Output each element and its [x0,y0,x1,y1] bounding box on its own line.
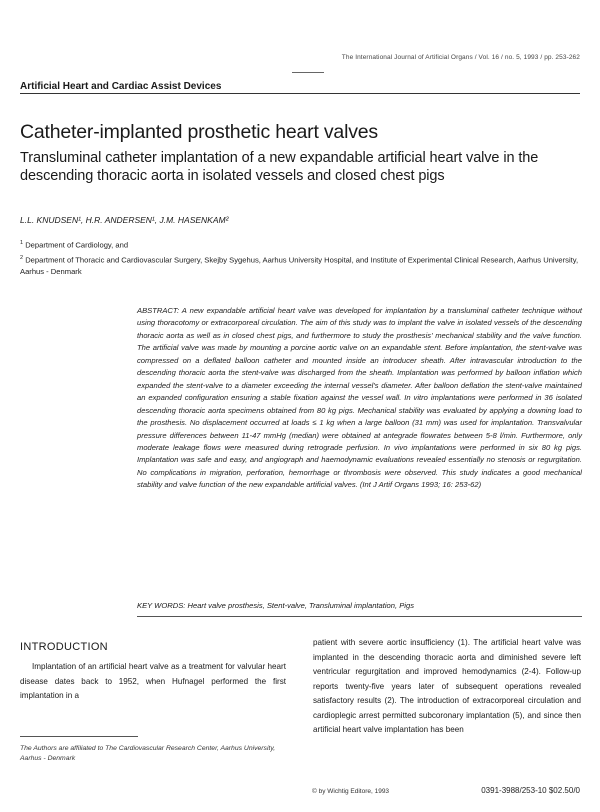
author-list: L.L. KNUDSEN¹, H.R. ANDERSEN¹, J.M. HASENKAM² [20,215,229,225]
journal-reference: The International Journal of Artificial Organs / Vol. 16 / no. 5, 1993 / pp. 253-262 [341,54,580,61]
introduction-right-column: patient with severe aortic insufficiency (1). The artificial heart valve was implanted in the descending thoracic aorta and diminished severe left ventricular regurgitation and improved hemodynamics (2-4). Follow-up reports twenty-five years later of subsequent operations revealed satisfactory results (2). The introduction of extracorporeal circulation and cardioplegic arrest permitted subcoronary implantation (5), and since then artificial heart valve implantation has been [313,638,581,734]
affiliation-1-text: Department of Cardiology, and [25,240,129,250]
affiliation-2-number: 2 [20,255,24,261]
keywords-rule [137,616,582,617]
affiliation-1-number: 1 [20,240,24,246]
article-subtitle: Transluminal catheter implantation of a new expandable artificial heart valve in the descending thoracic aorta in isolated vessels and closed chest pigs [20,150,539,184]
copyright: © by Wichtig Editore, 1993 [312,788,390,795]
affiliation-2-text: Department of Thoracic and Cardiovascular Surgery, Skejby Sygehus, Aarhus University Hospital, and Institute of Experimental Clinical Research, Aarhus University, Aarhus - Denmark [20,255,579,277]
introduction-left-column: Implantation of an artificial heart valve as a treatment for valvular heart disease dates back to 1952, when Hufnagel performed the first implantation in a [20,662,286,700]
keywords: KEY WORDS: Heart valve prosthesis, Stent-valve, Transluminal implantation, Pigs [137,601,414,610]
section-label: Artificial Heart and Cardiac Assist Devices [20,81,222,92]
footnote-rule [20,736,138,737]
affiliation-2 [20,253,582,278]
introduction-heading: INTRODUCTION [20,641,108,653]
header-rule [20,93,580,94]
issn-code: 0391-3988/253-10 $02.50/0 [481,786,580,795]
header-mini-rule [292,72,324,73]
author-footnote: The Authors are affiliated to The Cardiovascular Research Center, Aarhus University, Aarhus - Denmark [20,745,276,762]
article-title: Catheter-implanted prosthetic heart valves [20,121,378,143]
abstract: ABSTRACT: A new expandable artificial heart valve was developed for implantation by a transluminal catheter technique without using thoracotomy or extracorporeal circulation. The aim of this study was to implant the valve in isolated vessels of the descending thoracic aorta as well as in closed chest pigs, and furthermore to study the prosthesis' mechanical stability and the valve function. The artificial valve was made by mounting a porcine aortic valve on an expandable stent. Before implantation, the stent-valve was compressed on a deflated balloon catheter and mounted inside an introducer sheath. After intravascular introduction to the descending thoracic aorta the stent-valve was discharged from the sheath. Implantation was performed by balloon inflation which expanded the stent-valve to a diameter exceeding the internal vessel's diameter. After balloon deflation the stent-valve maintained an expanded configuration ensuring a stable fixation against the vessel wall. In vitro implantations were performed in 36 isolated descending thoracic aorta specimens obtained from 80 kg pigs. Mechanical stability was evaluated by applying a downing load to the prosthesis. No displacement occurred at loads ≤ 1 kg when a large balloon (31 mm) was used for implantation. Transvalvular pressure differences between 11-47 mmHg (median) were obtained at antegrade flowrates between 5-8 l/min. Furthermore, only moderate leakage flows were measured during retrograde perfusion. In vivo implantations were performed in six 80 kg pigs. Implantation was safe and easy, and angiograph and haemodynamic evaluations revealed essentially no stenosis or regurgitation. No complications in migration, perforation, hemorrhage or thrombosis were observed. This study indicates a good mechanical stability and valve function of the new expandable artificial valves. (Int J Artif Organs 1993; 16: 253-62) [137,306,582,490]
affiliation-1 [20,238,580,251]
